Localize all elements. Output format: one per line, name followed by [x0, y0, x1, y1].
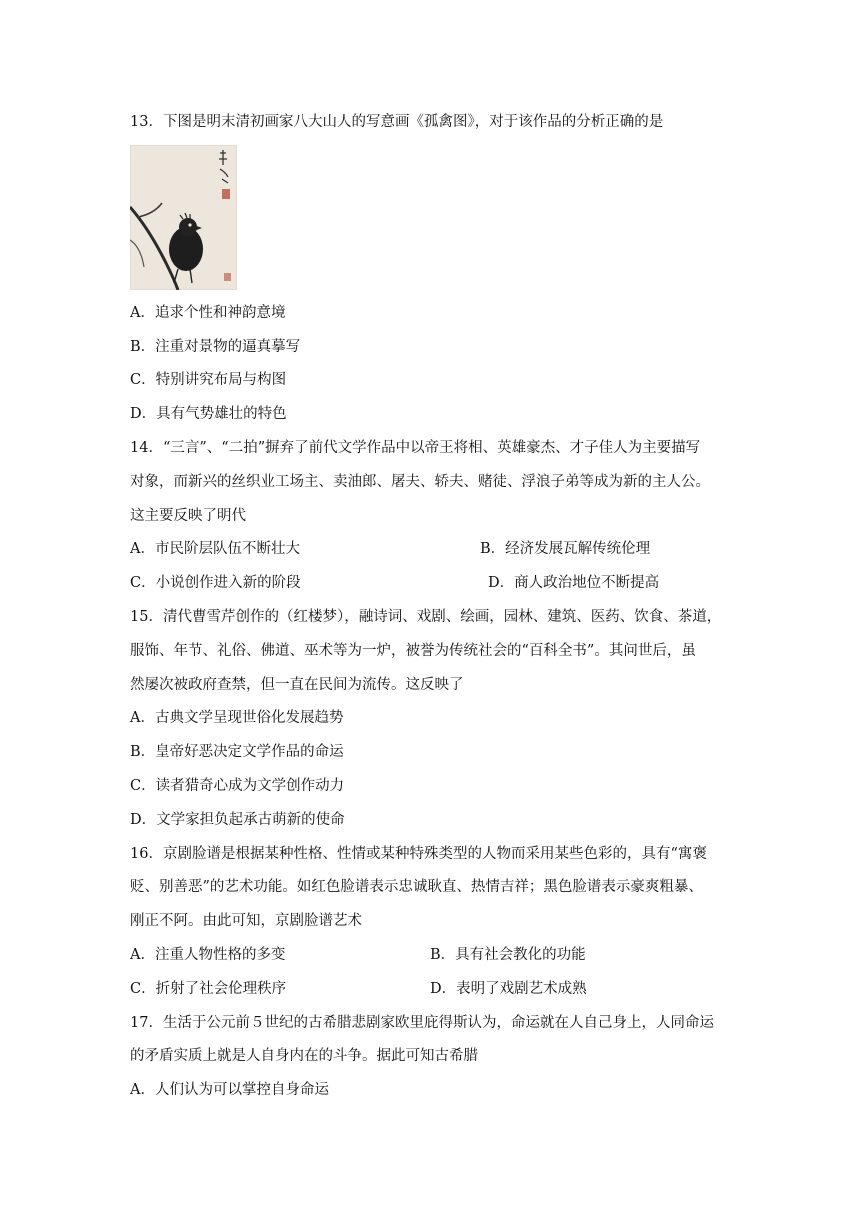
q16-stem-line-1: 16．京剧脸谱是根据某种性格、性情或某种特殊类型的人物而采用某些色彩的，具有“寓褒 [130, 846, 707, 862]
q17-option-a: A．人们认为可以掌控自身命运 [130, 1082, 329, 1098]
q15-stem-line-1: 15．清代曹雪芹创作的（红楼梦），融诗词、戏剧、绘画，园林、建筑、医药、饮食、茶道， [130, 609, 722, 625]
q15-stem-line-2: 服饰、年节、礼俗、佛道、巫术等为一炉，被誉为传统社会的“百科全书”。其问世后，虽 [130, 643, 696, 659]
q15-option-b: B．皇帝好恶决定文学作品的命运 [130, 744, 344, 760]
q13-option-c: C．特别讲究布局与构图 [130, 372, 287, 388]
q14-option-a: A．市民阶层队伍不断壮大 [130, 541, 300, 557]
q16-stem-line-2: 贬、别善恶”的艺术功能。如红色脸谱表示忠诚耿直、热情吉祥；黑色脸谱表示豪爽粗暴、 [130, 879, 703, 895]
q14-option-c: C．小说创作进入新的阶段 [130, 575, 301, 591]
q14-stem-line-1: 14．“三言”、“二拍”摒弃了前代文学作品中以帝王将相、英雄豪杰、才子佳人为主要描写 [130, 440, 701, 456]
q16-option-c: C．折射了社会伦理秩序 [130, 981, 287, 997]
q14-option-d: D．商人政治地位不断提高 [488, 575, 660, 591]
q16-option-a: A．注重人物性格的多变 [130, 947, 286, 963]
q15-option-d: D．文学家担负起承古萌新的使命 [130, 812, 345, 828]
q13-option-a: A．追求个性和神韵意境 [130, 305, 286, 321]
q14-stem-line-2: 对象，而新兴的丝织业工场主、卖油郎、屠夫、轿夫、赌徒、浮浪子弟等成为新的主人公。 [130, 474, 710, 490]
q14-option-b: B．经济发展瓦解传统伦理 [480, 541, 651, 557]
q13-stem: 13．下图是明末清初画家八大山人的写意画《孤禽图》，对于该作品的分析正确的是 [130, 114, 664, 130]
q15-option-c: C．读者猎奇心成为文学创作动力 [130, 778, 345, 794]
q13-option-b: B．注重对景物的逼真摹写 [130, 339, 301, 355]
q15-option-a: A．古典文学呈现世俗化发展趋势 [130, 710, 344, 726]
q16-option-d: D．表明了戏剧艺术成熟 [430, 981, 587, 997]
q15-stem-line-3: 然屡次被政府查禁，但一直在民间为流传。这反映了 [130, 677, 464, 693]
q17-stem-line-1: 17．生活于公元前５世纪的古希腊悲剧家欧里庇得斯认为，命运就在人自己身上，人同命运 [130, 1015, 714, 1031]
q14-stem-line-3: 这主要反映了明代 [130, 508, 246, 524]
q17-stem-line-2: 的矛盾实质上就是人自身内在的斗争。据此可知古希腊 [130, 1048, 478, 1064]
lonely-bird-painting [130, 145, 237, 290]
q16-stem-line-3: 刚正不阿。由此可知，京剧脸谱艺术 [130, 913, 362, 929]
q16-option-b: B．具有社会教化的功能 [430, 947, 586, 963]
q13-option-d: D．具有气势雄壮的特色 [130, 406, 287, 422]
